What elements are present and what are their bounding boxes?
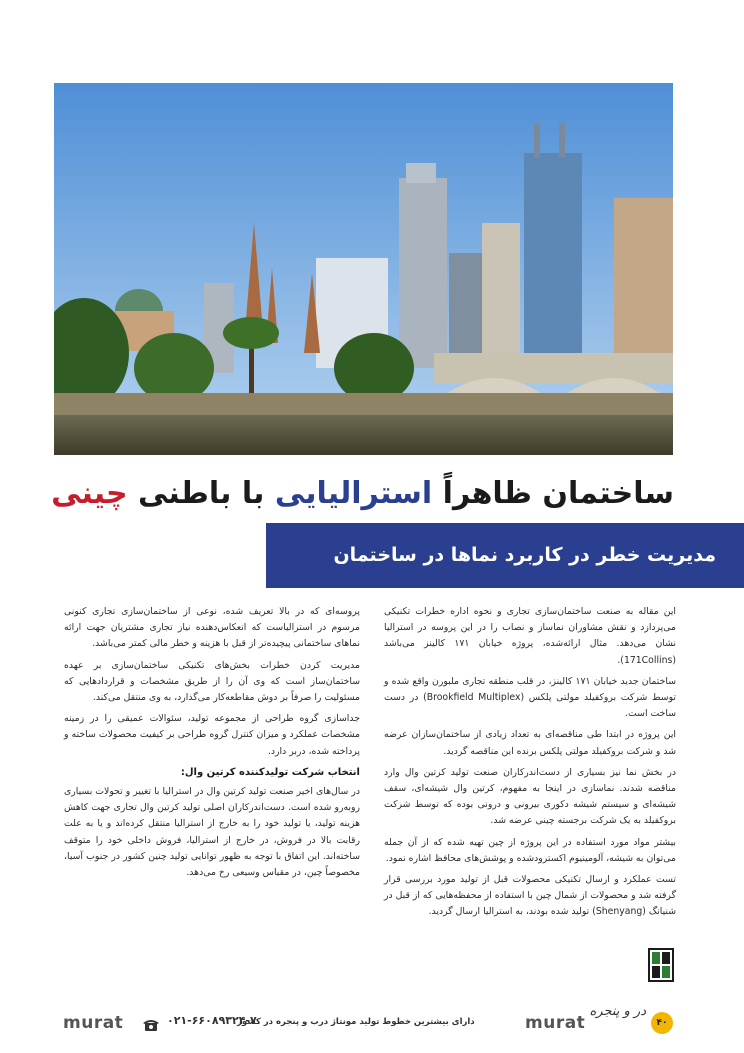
paragraph: در سال‌های اخیر صنعت تولید کرتین وال در استرالیا با تغییر و تحولات بسیاری روبه‌رو شده است. دست‌اندرکاران اصلی تولید کرتین وال تجاری جهت کاهش هزینه تولید، یا تولید خود را به خارج از استرالیا منتقل کرده‌اند و یا به علت رقابت بالا در فروش، در خارج از استرالیا، فروش داخلی خود را متوقف ساخته‌اند. این اتفاق با توجه به ظهور توانایی تولید چنین کشور در جنوب آسیا، مخصوصاً چین، در مقیاس وسیعی رخ می‌دهد. — [64, 786, 360, 879]
murat-logo — [63, 1013, 123, 1033]
paragraph: جداسازی گروه طراحی از مجموعه تولید، سئوالات عمیقی را در زمینه مشخصات عملکرد و میزان کنترل گروه طراحی بر کیفیت محصولات ساخته و پرداخته شده، دربر دارد. — [64, 713, 360, 757]
title-part-2: استرالیایی — [274, 476, 433, 511]
murat-logo-text: murat — [525, 1013, 586, 1033]
page-number: ۴۰ — [651, 1012, 673, 1034]
paragraph: تست عملکرد و ارسال تکنیکی محصولات قبل از تولید مورد بررسی قرار گرفته شد و محصولات از شمال چین با استفاده از محفظه‌هایی که از قبل در شنیانگ (Shenyang) تولید شده بودند، به استرالیا ارسال گردید. — [384, 874, 676, 918]
title-part-3: با باطنی — [138, 476, 265, 511]
murat-logo — [525, 1013, 585, 1033]
section-heading: انتخاب شرکت تولیدکننده کرتین وال: — [180, 766, 360, 778]
skyline-illustration — [54, 83, 673, 455]
footer-phone: ۰۲۱-۶۶۰۸۹۳۲۴-۷ — [167, 1014, 257, 1027]
city-skyline-photo — [54, 83, 673, 455]
magazine-logo-icon — [648, 948, 674, 982]
paragraph: این پروژه در ابتدا طی مناقصه‌ای به تعداد زیادی از ساختمان‌سازان عرضه شد و شرکت بروکفیلد مولتی پلکس برنده این مناقصه گردید. — [384, 729, 676, 757]
paragraph: ساختمان جدید خیابان ۱۷۱ کالینز، در قلب منطقه تجاری ملبورن واقع شده و توسط شرکت بروکفیلد مولتی پلکس (Brookfield Multiplex) در دست ساخت است. — [384, 675, 676, 720]
paragraph: در بخش نما نیز بسیاری از دست‌اندرکاران صنعت تولید کرتین وال وارد مناقصه شدند. نماسازی در اینجا به مفهوم، کرتین وال شیشه‌ای، سقف شیشه‌ای و سیستم شیشه دکوری بیرونی و درونی بوده که توسط شرکت بروکفیلد به یک شرکت برجسته چینی عرضه شد. — [384, 766, 676, 827]
banner-text: مدیریت خطر در کاربرد نماها در ساختمان — [333, 544, 716, 566]
footer-tagline: دارای بیشترین خطوط تولید مونتاژ درب و پنجره در کشور — [237, 1017, 475, 1027]
murat-logo-text: murat — [63, 1013, 124, 1033]
paragraph: این مقاله به صنعت ساختمان‌سازی تجاری و نحوه اداره خطرات تکنیکی می‌پردازد و نقش مشاوران نماساز و نصاب را در این پروسه در استرالیا نشان می‌دهد. مثال ارائه‌شده، پروژه خیابان ۱۷۱ کالینز می‌باشد (171Collins). — [384, 606, 676, 666]
article-title — [40, 470, 674, 518]
paragraph: بیشتر مواد مورد استفاده در این پروژه از چین تهیه شده که از آن جمله می‌توان به شیشه، آلومینیوم اکسترودشده و پوشش‌های محافظ اشاره نمود. — [384, 836, 676, 864]
paragraph: مدیریت کردن خطرات بخش‌های تکنیکی ساختمان‌سازی بر عهده ساختمان‌ساز است که وی آن را از طریق مشخصات و قراردادهایی که مسئولیت را صرفاً بر دوش مقاطعه‌کار می‌گذارد، به وی منتقل می‌کند. — [64, 659, 360, 704]
article-column-right — [384, 604, 676, 926]
magazine-name: در و پنجره — [589, 1004, 646, 1019]
title-part-1: ساختمان ظاهراً — [442, 476, 674, 511]
article-column-left — [64, 604, 360, 886]
title-part-4: چینی — [51, 476, 128, 511]
phone-icon — [143, 1016, 159, 1028]
subtitle-banner — [266, 523, 744, 588]
paragraph: پروسه‌ای که در بالا تعریف شده، نوعی از ساختمان‌سازی تجاری کنونی مرسوم در استرالیاست که انعکاس‌دهنده نیاز تجاری مشتریان جهت ارائه نماهای ساختمانی پیچیده‌تر از قبل با هزینه و خطر مالی کمتر می‌باشد. — [64, 606, 360, 650]
